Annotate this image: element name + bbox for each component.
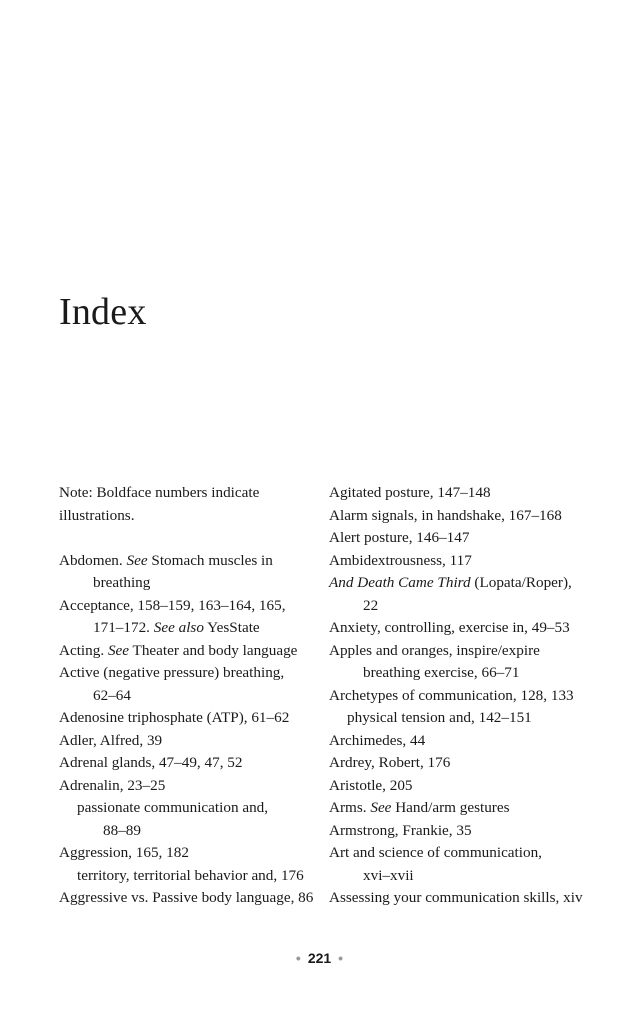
index-entry-agitated-posture: Agitated posture, 147–148 xyxy=(329,484,491,501)
index-entry-alarm-signals: Alarm signals, in handshake, 167–168 xyxy=(329,506,562,524)
index-entry-archimedes: Archimedes, 44 xyxy=(329,731,426,749)
index-entry-assessing: Assessing your communication skills, xiv xyxy=(329,889,583,906)
index-entry-ambidextrousness: Ambidextrousness, 117 xyxy=(329,551,472,569)
index-entry-art-and-science: Art and science of communication, xyxy=(329,844,542,861)
bullet-icon: • xyxy=(295,950,301,966)
index-entry-aggressive-vs-passive: Aggressive vs. Passive body language, 86 xyxy=(59,889,314,906)
index-entry-continuation: 22 xyxy=(363,596,379,614)
index-subentry: physical tension and, 142–151 xyxy=(347,709,532,726)
index-entry-ardrey: Ardrey, Robert, 176 xyxy=(329,754,451,771)
index-entry-acting: Acting. See Theater and body language xyxy=(59,641,298,659)
note: Note: Boldface numbers indicate xyxy=(59,484,260,501)
index-entry-adrenalin: Adrenalin, 23–25 xyxy=(59,776,166,794)
index-entry-continuation: xvi–xvii xyxy=(363,866,414,884)
index-entry-adrenal-glands: Adrenal glands, 47–49, 47, 52 xyxy=(59,754,243,771)
index-entry-continuation: breathing xyxy=(93,574,151,591)
index-entry-active-breathing: Active (negative pressure) breathing, xyxy=(59,664,285,681)
index-entry-aristotle: Aristotle, 205 xyxy=(329,776,413,794)
index-column-right xyxy=(329,482,591,910)
index-subentry-continuation: 88–89 xyxy=(103,821,141,839)
note-continuation: illustrations. xyxy=(59,506,135,524)
index-column-left xyxy=(59,482,314,910)
index-entry-abdomen: Abdomen. See Stomach muscles in xyxy=(59,551,273,569)
index-entry-aggression: Aggression, 165, 182 xyxy=(59,844,189,861)
index-entry-continuation: breathing exercise, 66–71 xyxy=(363,664,520,681)
index-entry-anxiety: Anxiety, controlling, exercise in, 49–53 xyxy=(329,619,570,636)
index-entry-and-death-came-third: And Death Came Third (Lopata/Roper), xyxy=(329,574,572,591)
page-number: 221 xyxy=(307,950,332,966)
index-entry-adler: Adler, Alfred, 39 xyxy=(59,731,163,749)
index-entry-apples-and-oranges: Apples and oranges, inspire/expire xyxy=(329,641,540,659)
page-title: Index xyxy=(59,291,147,333)
index-entry-acceptance: Acceptance, 158–159, 163–164, 165, xyxy=(59,596,286,614)
index-entry-armstrong: Armstrong, Frankie, 35 xyxy=(329,821,472,839)
spacer xyxy=(59,527,311,550)
index-entry-continuation: 62–64 xyxy=(93,686,131,704)
index-subentry: passionate communication and, xyxy=(77,799,269,816)
index-entry-atp: Adenosine triphosphate (ATP), 61–62 xyxy=(59,709,290,726)
index-entry-arms: Arms. See Hand/arm gestures xyxy=(329,799,510,816)
index-entry-archetypes: Archetypes of communication, 128, 133 xyxy=(329,686,574,704)
index-subentry: territory, territorial behavior and, 176 xyxy=(77,866,304,884)
index-entry-alert-posture: Alert posture, 146–147 xyxy=(329,529,470,546)
page-folio xyxy=(0,950,639,966)
bullet-icon: • xyxy=(338,950,344,966)
index-entry-continuation: 171–172. See also YesState xyxy=(93,619,260,636)
